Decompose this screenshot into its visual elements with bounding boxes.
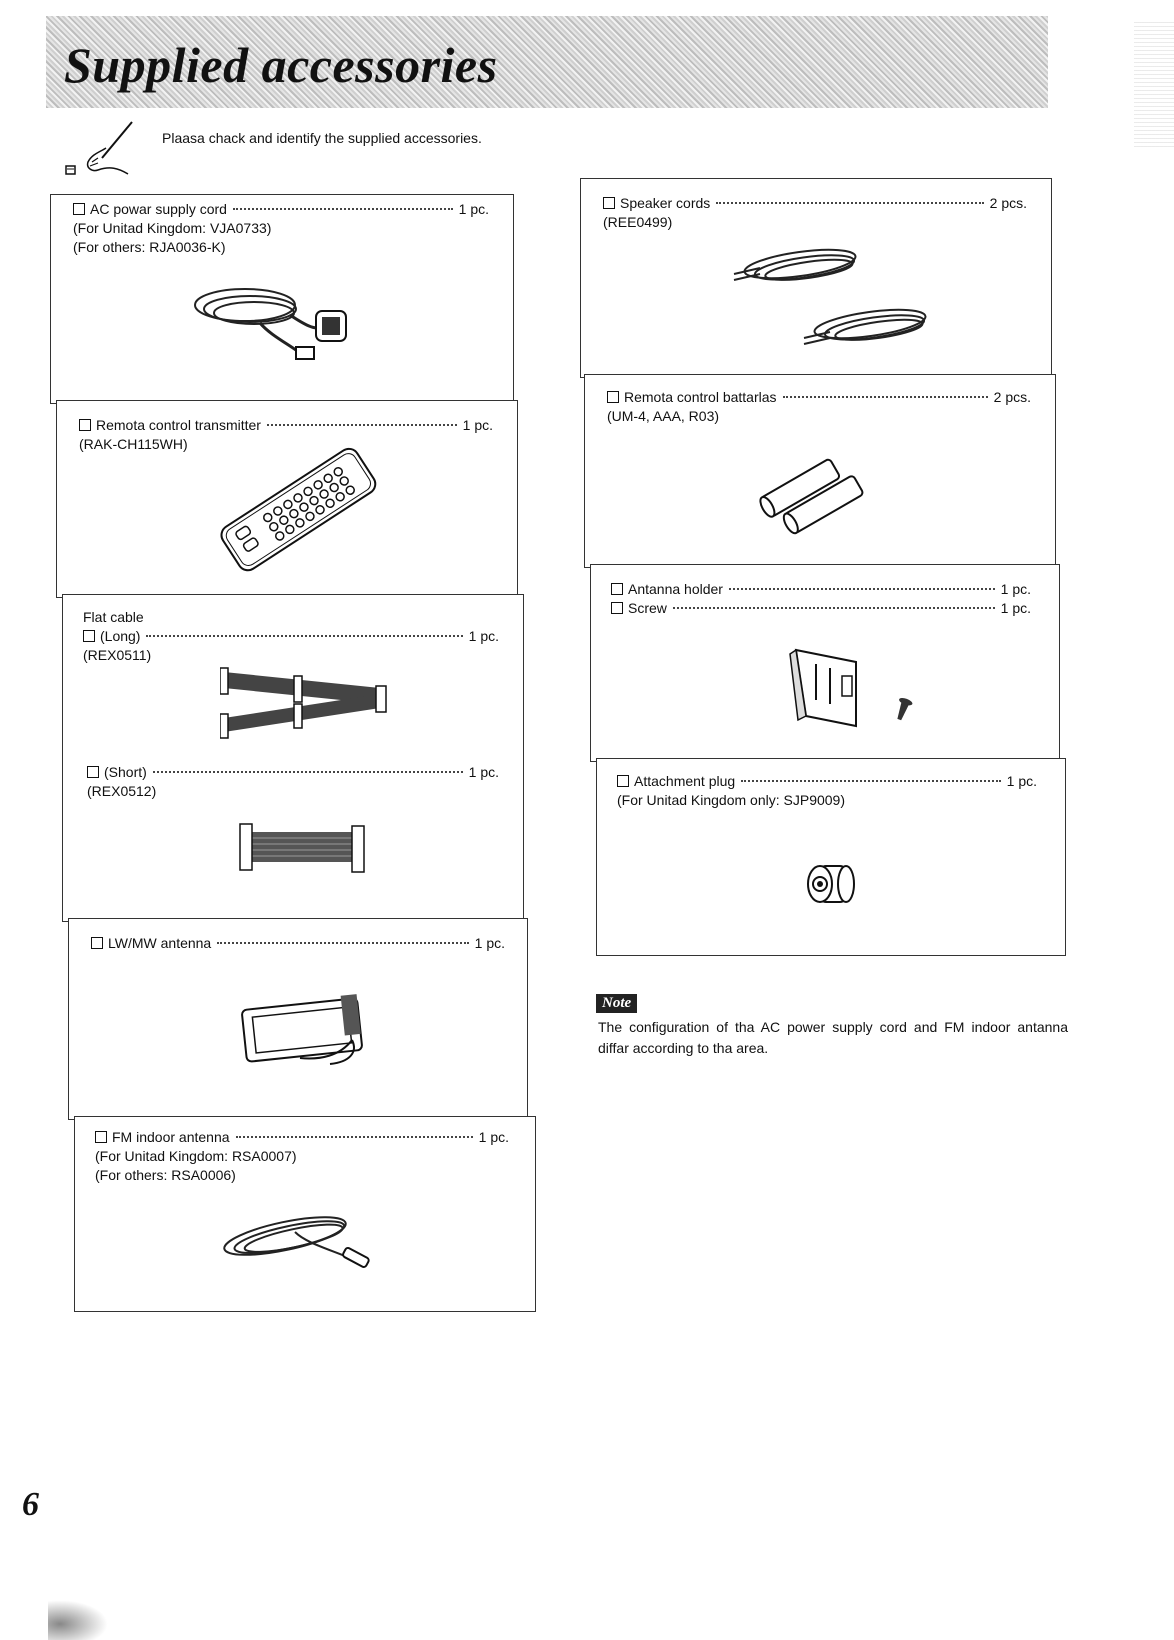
checkbox-icon [603, 197, 615, 209]
lw-mw-antenna-illustration [240, 990, 380, 1070]
checkbox-icon [79, 419, 91, 431]
checkbox-icon [73, 203, 85, 215]
checkbox-icon [617, 775, 629, 787]
scan-smudge [48, 1600, 108, 1640]
speaker-cords-illustration [730, 228, 950, 368]
fm-antenna-illustration [215, 1196, 385, 1280]
intro-text: Plaasa chack and identify the supplied accessories. [162, 130, 482, 146]
item-attachment-plug: Attachment plug 1 pc. (For Unitad Kingdom only: SJP9009) [617, 773, 1037, 808]
page-number: 6 [22, 1486, 39, 1523]
item-flat-cable: Flat cable (Long) 1 pc. (REX0511) [83, 609, 499, 663]
item-ac-power-cord: AC powar supply cord 1 pc. (For Unitad Kingdom: VJA0733) (For others: RJA0036-K) [73, 201, 489, 255]
checkbox-icon [87, 766, 99, 778]
page-edge-texture [1134, 20, 1174, 150]
flat-cable-long-illustration [220, 664, 400, 750]
batteries-illustration [756, 450, 876, 540]
attachment-plug-illustration [802, 862, 862, 906]
item-lw-mw-antenna: LW/MW antenna 1 pc. [91, 934, 505, 953]
checkbox-icon [607, 391, 619, 403]
flat-cable-short-illustration [238, 822, 368, 878]
item-remote-control: Remota control transmitter 1 pc. (RAK-CH115WH) [79, 417, 493, 452]
checkbox-icon [91, 937, 103, 949]
page-title: Supplied accessories [64, 37, 498, 93]
note-badge: Note [596, 994, 637, 1013]
antenna-holder-illustration [786, 640, 926, 736]
remote-control-illustration [200, 440, 380, 590]
item-remote-batteries: Remota control battarlas 2 pcs. (UM-4, AAA, R03) [607, 389, 1031, 424]
item-antenna-holder: Antanna holder 1 pc. Screw 1 pc. [611, 580, 1031, 618]
checkbox-icon [95, 1131, 107, 1143]
hand-writing-icon [62, 118, 162, 178]
note-text: The configuration of tha AC power supply cord and FM indoor antanna diffar according to tha area. [598, 1019, 1068, 1056]
ac-power-cord-illustration [190, 275, 370, 370]
checkbox-icon [83, 630, 95, 642]
checkbox-icon [611, 602, 623, 614]
item-fm-indoor-antenna: FM indoor antenna 1 pc. (For Unitad Kingdom: RSA0007) (For others: RSA0006) [95, 1129, 509, 1183]
checkbox-icon [611, 583, 623, 595]
item-speaker-cords: Speaker cords 2 pcs. (REE0499) [603, 195, 1027, 230]
item-flat-cable-short: (Short) 1 pc. (REX0512) [87, 764, 499, 799]
